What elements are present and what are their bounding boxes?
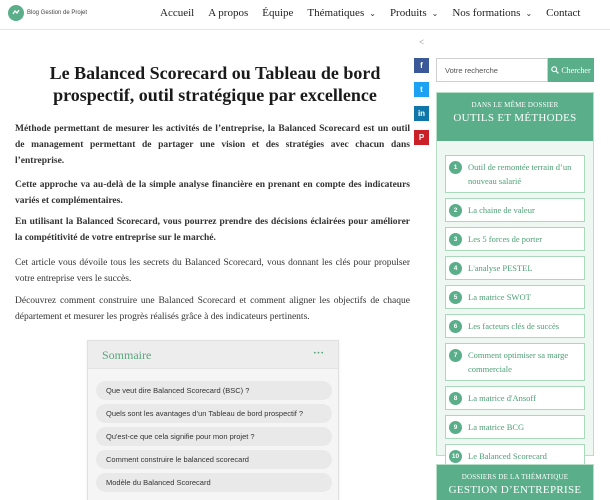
logo-icon [8,5,24,21]
toc-header [88,341,338,369]
intro-paragraph-1: Méthode permettant de mesurer les activités de l’entreprise, la Balanced Scorecard est un outil de management permettant de partager une vision et des stratégies avec chacun dans l’entreprise. [15,124,410,166]
facebook-share-button[interactable] [414,58,429,73]
item-label: La matrice BCG [468,422,525,432]
pinterest-icon: P [418,133,425,142]
logo-text: Blog Gestion de Projet [27,10,88,16]
chevron-down-icon: ⌄ [369,8,376,18]
nav-label: Contact [546,7,581,19]
search-button[interactable] [548,58,594,82]
table-of-contents [87,340,339,500]
toc-list [88,369,338,492]
item-number: 9 [449,421,462,434]
search-icon [551,66,559,74]
nav-nos-formations[interactable] [452,7,532,19]
item-label: La matrice d'Ansoff [468,393,536,403]
toc-item[interactable]: Que veut dire Balanced Scorecard (BSC) ? [96,381,332,400]
nav-label: Produits [389,7,427,19]
item-number: 2 [449,204,462,217]
related-item-5[interactable] [445,285,585,309]
share-bar [414,35,429,145]
item-label: L'analyse PESTEL [468,263,533,273]
nav-label: A propos [208,7,249,19]
nav-label: Équipe [262,7,294,19]
nav-accueil[interactable] [160,7,194,19]
item-number: 6 [449,320,462,333]
item-number: 4 [449,262,462,275]
item-label: Outil de remontée terrain d’un nouveau salarié [468,162,572,186]
top-navigation-bar [0,0,610,30]
thematic-dossiers-header [436,464,594,500]
item-number: 10 [449,450,462,463]
twitter-share-button[interactable] [414,82,429,97]
linkedin-icon: in [417,109,426,118]
search-input[interactable] [436,58,548,82]
related-dossier-header [437,93,593,141]
share-icon: < [418,37,425,47]
search-form [436,58,594,82]
item-label: Le Balanced Scorecard [468,451,547,461]
toc-item[interactable]: Comment construire le balanced scorecard [96,450,332,469]
nav-equipe[interactable] [262,7,293,19]
related-dossier-list [437,141,593,468]
facebook-icon: f [420,61,423,70]
related-item-1[interactable] [445,155,585,193]
body-paragraph-2: Découvrez comment construire une Balanced Scorecard et comment aligner les objectifs de chaque département et mesurer les progrès réalisés grâce à des indicateurs pertinents. [15,296,410,322]
intro-paragraph-3: En utilisant la Balanced Scorecard, vous pourrez prendre des décisions éclairées pour améliorer la compétitivité de votre entreprise sur le marché. [15,217,410,243]
intro-paragraph-2: Cette approche va au-delà de la simple analyse financière en prenant en compte des indicateurs variés et complémentaires. [15,180,410,206]
site-logo[interactable] [8,5,87,21]
twitter-icon: t [420,85,423,94]
item-number: 1 [449,161,462,174]
related-dossier-kicker: DANS LE MÊME DOSSIER [471,101,559,109]
toc-item[interactable]: Quels sont les avantages d’un Tableau de bord prospectif ? [96,404,332,423]
related-item-2[interactable] [445,198,585,222]
nav-thematiques[interactable] [307,7,376,19]
body-paragraph-1: Cet article vous dévoile tous les secrets du Balanced Scorecard, vous donnant les clés pour propulser votre entreprise vers le succès. [15,258,410,284]
thematic-dossiers-kicker: DOSSIERS DE LA THÉMATIQUE [461,473,569,481]
item-label: Les facteurs clés de succès [468,321,560,331]
chevron-down-icon: ⌄ [525,8,533,18]
nav-contact[interactable] [546,7,580,19]
search-button-label: Chercher [561,65,591,75]
item-number: 5 [449,291,462,304]
main-menu [160,7,594,19]
related-item-9[interactable] [445,415,585,439]
related-item-3[interactable] [445,227,585,251]
related-dossier-box [436,92,594,461]
related-item-8[interactable] [445,386,585,410]
related-dossier-title: OUTILS ET MÉTHODES [453,112,577,124]
nav-label: Thématiques [307,7,365,19]
item-label: Comment optimiser sa marge commerciale [468,350,569,374]
toc-toggle-icon[interactable]: ··· [312,347,324,359]
nav-produits[interactable] [390,7,438,19]
thematic-dossiers-title: GESTION D’ENTREPRISE [448,484,582,496]
toc-item[interactable]: Qu'est-ce que cela signifie pour mon projet ? [96,427,332,446]
item-number: 7 [449,349,462,362]
item-number: 3 [449,233,462,246]
item-label: La matrice SWOT [468,292,531,302]
nav-label: Accueil [160,7,195,19]
related-item-6[interactable] [445,314,585,338]
nav-a-propos[interactable] [208,7,248,19]
chevron-down-icon: ⌄ [431,8,439,18]
nav-label: Nos formations [452,7,521,19]
item-label: Les 5 forces de porter [468,234,543,244]
item-label: La chaine de valeur [468,205,535,215]
linkedin-share-button[interactable] [414,106,429,121]
article-title: Le Balanced Scorecard ou Tableau de bord prospectif, outil stratégique par excellence [49,63,381,105]
pinterest-share-button[interactable] [414,130,429,145]
related-item-4[interactable] [445,256,585,280]
related-item-7[interactable] [445,343,585,381]
toc-item[interactable]: Modèle du Balanced Scorecard [96,473,332,492]
toc-title: Sommaire [102,348,152,362]
item-number: 8 [449,392,462,405]
